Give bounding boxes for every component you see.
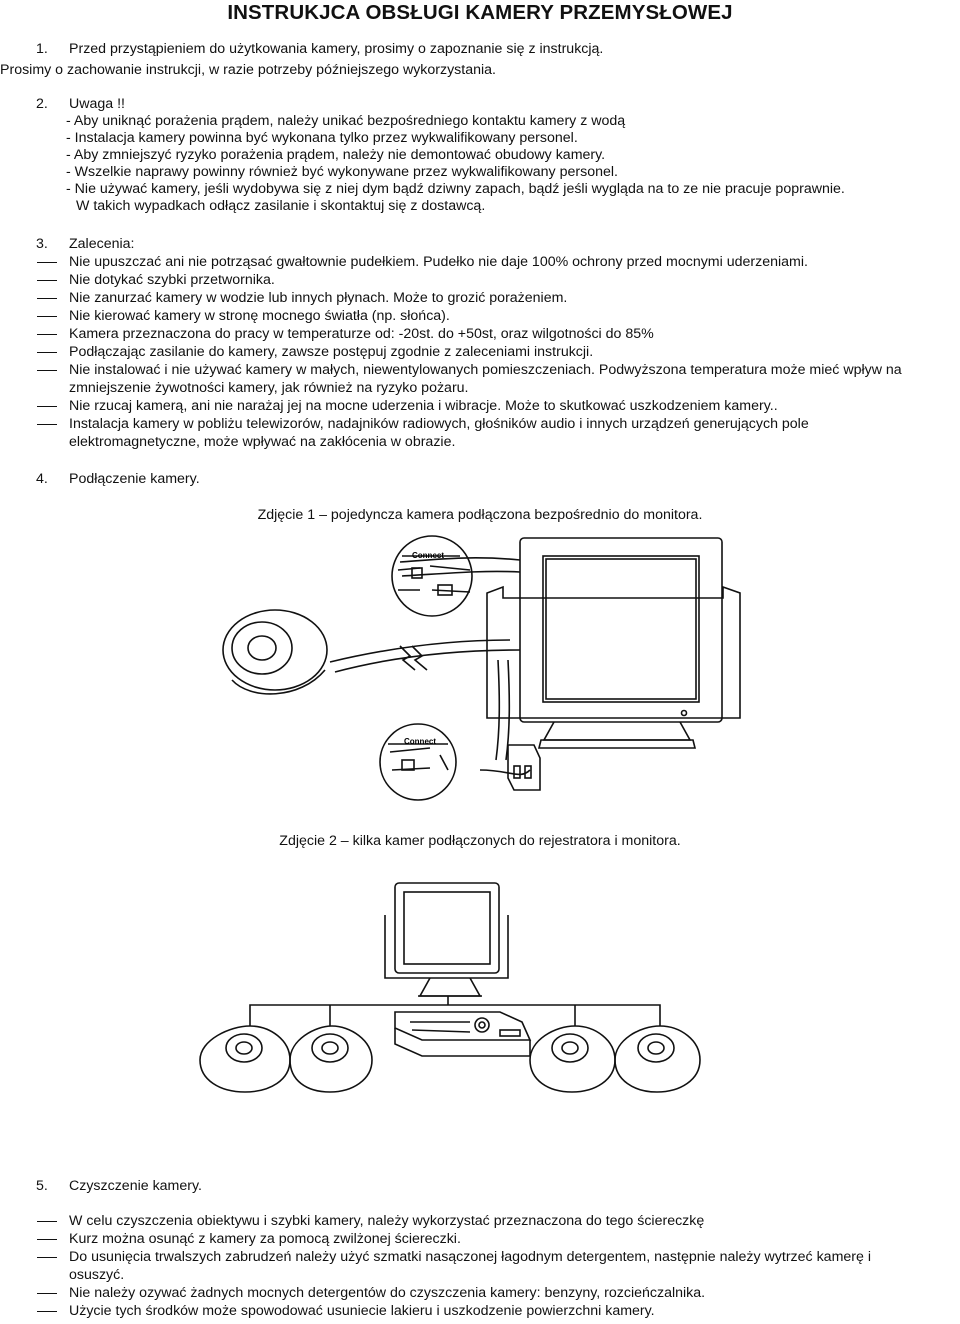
section-5-number: 5. bbox=[36, 1178, 48, 1194]
bullet-dash bbox=[37, 1293, 57, 1294]
cleaning-item: Nie należy ozywać żadnych mocnych detergentów do czyszczenia kamery: benzyny, rozcieńczalnika. bbox=[69, 1285, 706, 1301]
section-4-heading: Podłączenie kamery. bbox=[69, 471, 200, 487]
connect-label-1: Connect bbox=[412, 551, 444, 560]
connect-label-2: Connect bbox=[404, 737, 436, 746]
recommendation-item-continuation: elektromagnetyczne, może wpływać na zakłócenia w obrazie. bbox=[69, 434, 456, 450]
cleaning-item: Do usunięcia trwalszych zabrudzeń należy użyć szmatki nasączonej łagodnym detergentem, następnie należy wytrzeć kamerę i bbox=[69, 1249, 871, 1265]
warning-line: - Wszelkie naprawy powinny również być wykonywane przez wykwalifikowany personel. bbox=[66, 164, 618, 180]
recommendation-item: Kamera przeznaczona do pracy w temperaturze od: -20st. do +50st, oraz wilgotności do 85% bbox=[69, 326, 654, 342]
cleaning-item-continuation: osuszyć. bbox=[69, 1267, 125, 1283]
section-3-number: 3. bbox=[36, 236, 48, 252]
recommendation-item: Podłączając zasilanie do kamery, zawsze postępuj zgodnie z zaleceniami instrukcji. bbox=[69, 344, 594, 360]
recommendation-item: Instalacja kamery w pobliżu telewizorów, nadajników radiowych, głośników audio i innych urządzeń generujących pole bbox=[69, 416, 809, 432]
section-4-number: 4. bbox=[36, 471, 48, 487]
warning-line: W takich wypadkach odłącz zasilanie i skontaktuj się z dostawcą. bbox=[76, 198, 486, 214]
cleaning-item: W celu czyszczenia obiektywu i szybki kamery, należy wykorzystać przeznaczona do tego ściereczkę bbox=[69, 1213, 705, 1229]
recommendation-item: Nie dotykać szybki przetwornika. bbox=[69, 272, 275, 288]
section-1-line-1: Przed przystąpieniem do użytkowania kamery, prosimy o zapoznanie się z instrukcją. bbox=[69, 41, 604, 57]
recommendation-item: Nie instalować i nie używać kamery w małych, niewentylowanych pomieszczeniach. Podwyższona temperatura może mieć wpływ na bbox=[69, 362, 902, 378]
bullet-dash bbox=[37, 1257, 57, 1258]
cleaning-item: Użycie tych środków może spowodować usuniecie lakieru i uszkodzenie powierzchni kamery. bbox=[69, 1303, 655, 1319]
figure-1-caption: Zdjęcie 1 – pojedyncza kamera podłączona bezpośrednio do monitora. bbox=[257, 507, 703, 523]
warning-line: - Instalacja kamery powinna być wykonana tylko przez wykwalifikowany personel. bbox=[66, 130, 578, 146]
bullet-dash bbox=[37, 1311, 57, 1312]
section-1-line-2: Prosimy o zachowanie instrukcji, w razie potrzeby późniejszego wykorzystania. bbox=[0, 62, 496, 78]
recommendation-item: Nie rzucaj kamerą, ani nie narażaj jej na mocne uderzenia i wibracje. Może to skutkować uszkodzeniem kamery.. bbox=[69, 398, 778, 414]
figure-2-caption: Zdjęcie 2 – kilka kamer podłączonych do rejestratora i monitora. bbox=[279, 833, 681, 849]
document-title: INSTRUKJCA OBSŁUGI KAMERY PRZEMYSŁOWEJ bbox=[227, 1, 733, 24]
warning-line: - Nie używać kamery, jeśli wydobywa się z niej dym bądź dziwny zapach, bądź jeśli wygląda na to ze nie pracuje poprawnie. bbox=[66, 181, 845, 197]
section-3-heading: Zalecenia: bbox=[69, 236, 135, 252]
warning-line: - Aby zmniejszyć ryzyko porażenia prądem, należy nie demontować obudowy kamery. bbox=[66, 147, 606, 163]
section-5-heading: Czyszczenie kamery. bbox=[69, 1178, 202, 1194]
section-1-number: 1. bbox=[36, 41, 48, 57]
warning-line: - Aby uniknąć porażenia prądem, należy unikać bezpośredniego kontaktu kamery z wodą bbox=[66, 113, 626, 129]
cleaning-item: Kurz można osunąć z kamery za pomocą zwilżonej ściereczki. bbox=[69, 1231, 461, 1247]
recommendation-item: Nie kierować kamery w stronę mocnego światła (np. słońca). bbox=[69, 308, 450, 324]
section-2-number: 2. bbox=[36, 96, 48, 112]
bullet-dash bbox=[37, 1239, 57, 1240]
recommendation-item: Nie upuszczać ani nie potrząsać gwałtownie pudełkiem. Pudełko nie daje 100% ochrony przed mocnymi uderzeniami. bbox=[69, 254, 808, 270]
bullet-dash bbox=[37, 1221, 57, 1222]
section-2-heading: Uwaga !! bbox=[69, 96, 125, 112]
recommendation-item-continuation: zmniejszenie żywotności kamery, jak również na ryzyko pożaru. bbox=[69, 380, 469, 396]
recommendation-item: Nie zanurzać kamery w wodzie lub innych płynach. Może to grozić porażeniem. bbox=[69, 290, 568, 306]
